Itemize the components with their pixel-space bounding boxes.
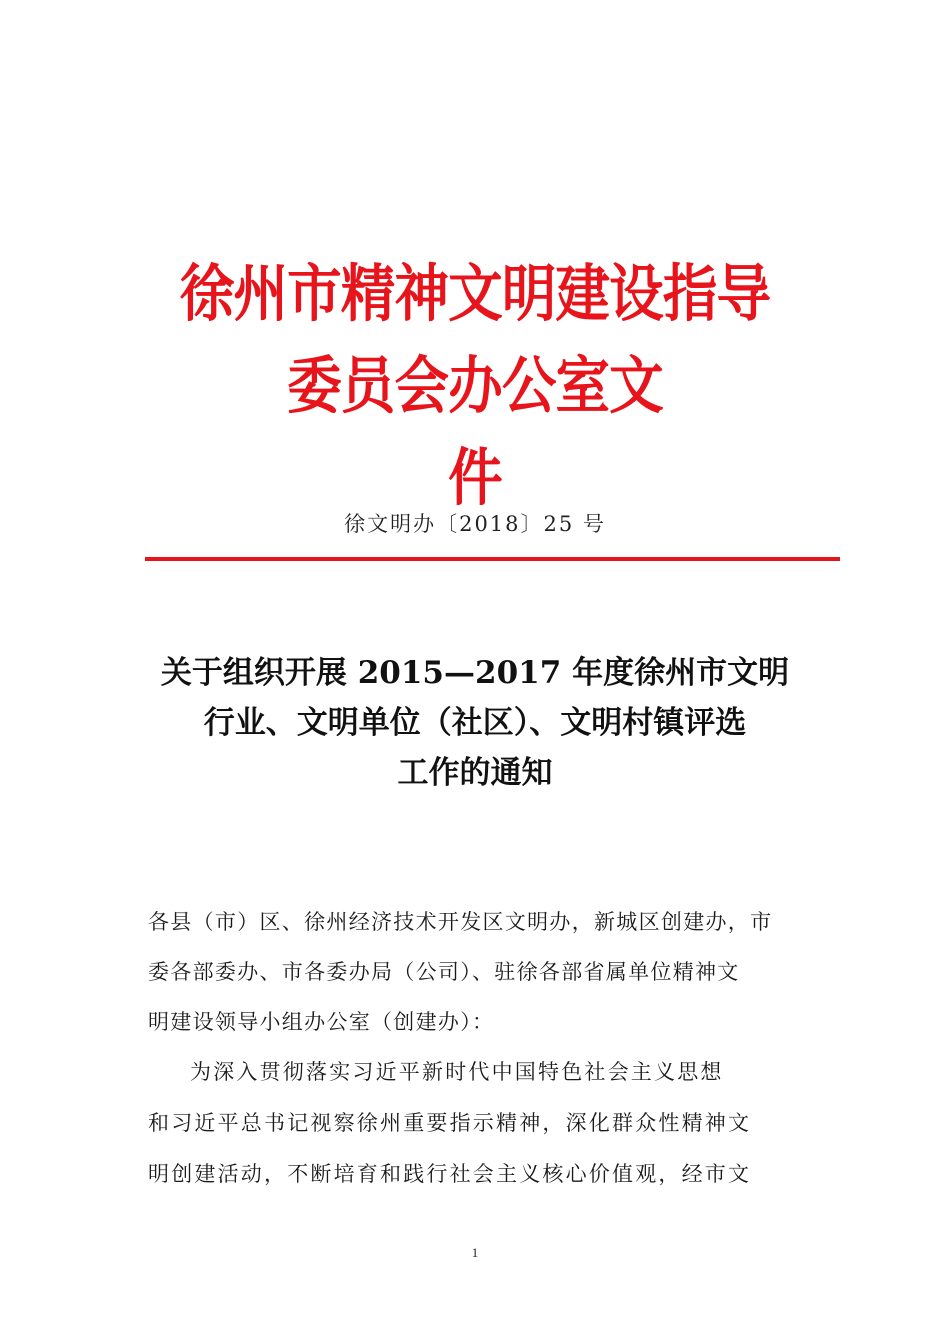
body-line-1: 为深入贯彻落实习近平新时代中国特色社会主义思想 bbox=[190, 1060, 724, 1084]
recipients-line-3: 明建设领导小组办公室（创建办）： bbox=[148, 1010, 495, 1034]
page-number: 1 bbox=[471, 1245, 479, 1260]
document-header-title bbox=[171, 248, 778, 524]
body-line-2: 和习近平总书记视察徐州重要指示精神，深化群众性精神文 bbox=[148, 1111, 752, 1135]
notice-title-line-1: 关于组织开展 2015—2017 年度徐州市文明 bbox=[160, 655, 790, 691]
notice-title-line-2: 行业、文明单位（社区）、文明村镇评选 bbox=[203, 705, 747, 741]
notice-title-line-3: 工作的通知 bbox=[397, 755, 553, 791]
header-title-line-2: 件 bbox=[448, 441, 502, 514]
recipients-paragraph bbox=[148, 897, 808, 1047]
red-divider-rule bbox=[145, 557, 840, 561]
body-line-3: 明创建活动，不断培育和践行社会主义核心价值观，经市文 bbox=[148, 1162, 752, 1186]
recipients-line-2: 委各部委办、市各委办局（公司）、驻徐各部省属单位精神文 bbox=[148, 960, 740, 984]
document-number: 徐文明办〔2018〕25 号 bbox=[344, 512, 606, 536]
recipients-line-1: 各县（市）区、徐州经济技术开发区文明办，新城区创建办，市 bbox=[148, 910, 773, 934]
notice-title bbox=[130, 648, 820, 798]
body-paragraph bbox=[148, 1047, 808, 1200]
header-title-line-1: 徐州市精神文明建设指导委员会办公室文 bbox=[179, 257, 771, 422]
